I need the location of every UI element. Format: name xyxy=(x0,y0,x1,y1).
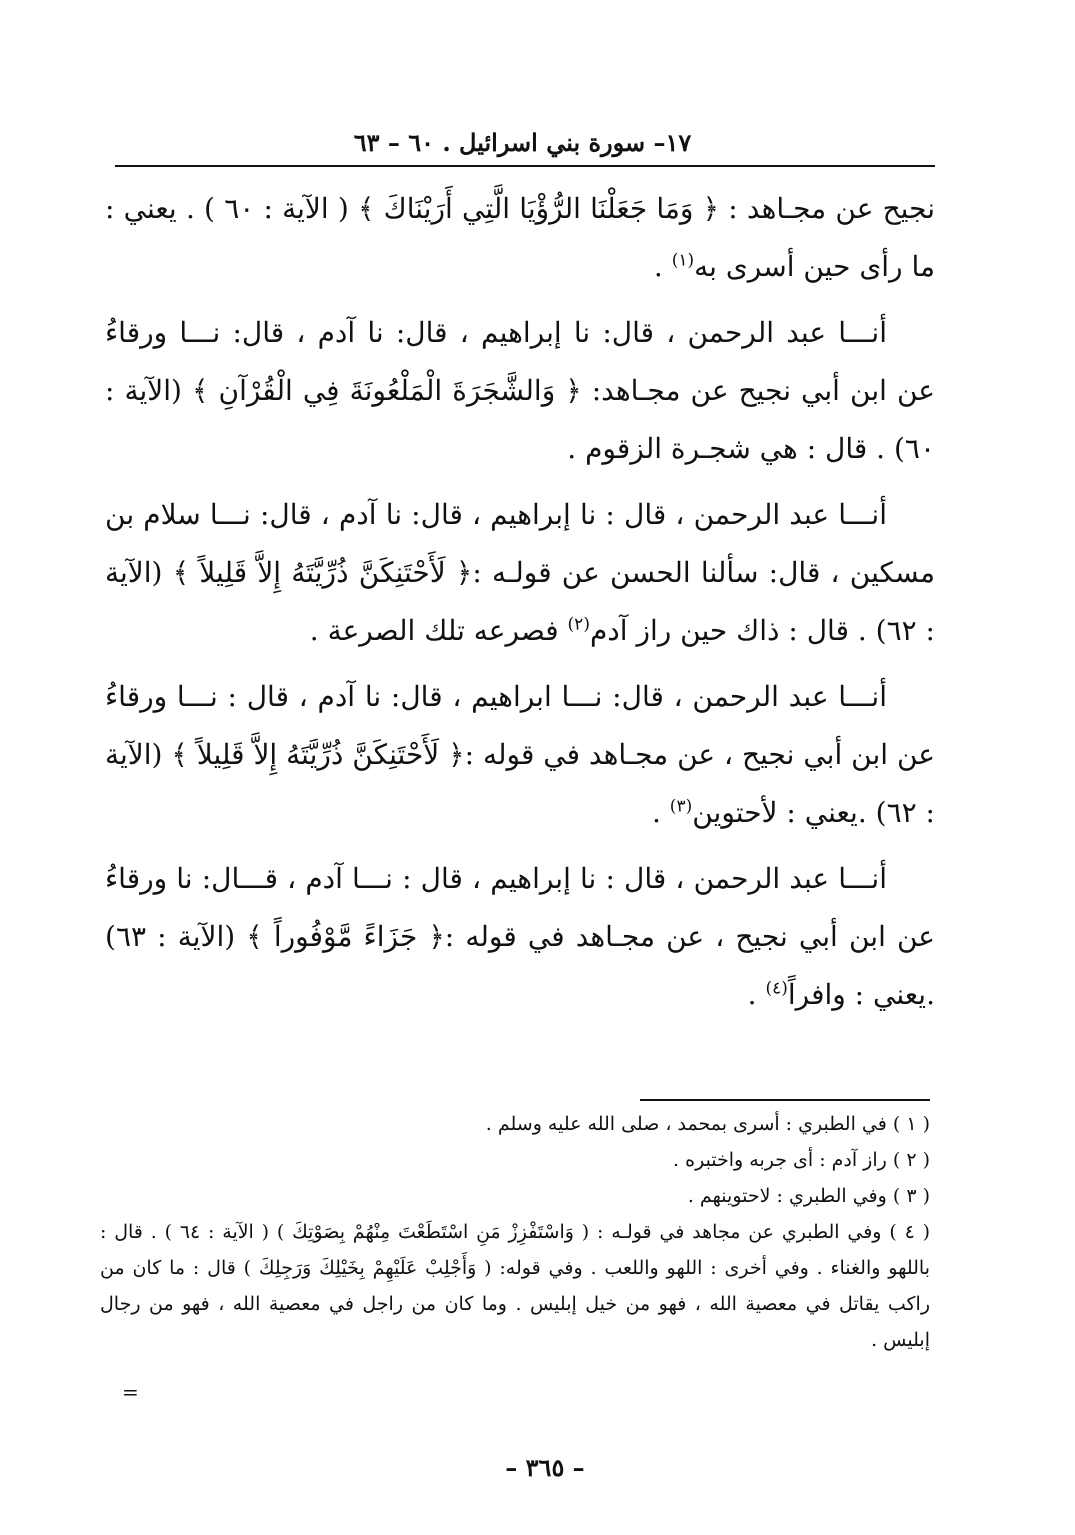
footnote xyxy=(100,1178,930,1214)
footnote-reference: (١) xyxy=(671,250,695,271)
footnote-continuation-mark: = xyxy=(122,1380,139,1404)
footnote-reference: (٢) xyxy=(567,614,590,635)
paragraph-text: أنـــا عبد الرحمن ، قال : نا إبراهيم ، قال: نا آدم ، قال: نـــا سلام بن مسكين ، قال: سألنا الحسن عن قولـه :﴿ لَأَحْتَنِكَنَّ ذُرِّيَّتَهُ إِلاَّ قَلِيلاً ﴾ (الآية : ٦٢) . قال : ذاك حين راز آدم xyxy=(105,498,935,647)
paragraph-tail: . xyxy=(651,796,670,829)
footnote xyxy=(100,1106,930,1142)
footnote-reference: (٣) xyxy=(669,796,693,817)
footnote-number: ( ١ ) xyxy=(892,1113,930,1135)
paragraph-text: أنـــا عبد الرحمن ، قال: نا إبراهيم ، قال: نا آدم ، قال: نـــا ورقاءُ عن ابن أبي نجيح عن مجـاهد: ﴿ وَالشَّجَرَةَ الْمَلْعُونَةَ فِي الْقُرْآنِ ﴾ (الآية : ٦٠) . قال : هي شجـرة الزقوم . xyxy=(105,316,935,465)
footnote-number: ( ٤ ) xyxy=(889,1221,931,1243)
paragraph-tail: . xyxy=(653,250,672,283)
page-number: – ٣٦٥ – xyxy=(505,1453,585,1482)
footnote-rule xyxy=(640,1099,930,1101)
running-header: ١٧– سورة بني اسرائيل . ٦٠ – ٦٣ xyxy=(353,128,692,157)
footnote-text: وفي الطبري : لاحتوينهم . xyxy=(687,1185,887,1207)
footnote-text: في الطبري : أسرى بمحمد ، صلى الله عليه وسلم . xyxy=(485,1113,887,1135)
paragraph xyxy=(105,304,935,478)
paragraph-text: أنـــا عبد الرحمن ، قال : نا إبراهيم ، قال : نـــا آدم ، قـــال: نا ورقاءُ عن ابن أبي نجيح ، عن مجـاهد في قوله :﴿ جَزَاءً مَّوْفُوراً ﴾ (الآية : ٦٣) .يعني : وافراً xyxy=(105,862,935,1011)
footnote-number: ( ٣ ) xyxy=(892,1185,930,1207)
header-rule xyxy=(115,165,935,167)
footnote-text: راز آدم : أى جربه واختبره . xyxy=(673,1149,887,1171)
footnotes xyxy=(100,1106,930,1358)
footnote xyxy=(100,1214,930,1358)
footnote-reference: (٤) xyxy=(765,978,788,999)
paragraph-text: أنـــا عبد الرحمن ، قال: نـــا ابراهيم ، قال: نا آدم ، قال : نـــا ورقاءُ عن ابن أبي نجيح ، عن مجـاهد في قوله :﴿ لَأَحْتَنِكَنَّ ذُرِّيَّتَهُ إِلاَّ قَلِيلاً ﴾ (الآية : ٦٢) .يعني : لأحتوين xyxy=(105,680,935,829)
footnote-text: وفي الطبري عن مجاهد في قولـه : ( وَاسْتَفْزِزْ مَنِ اسْتَطَعْتَ مِنْهُمْ بِصَوْتِكَ ) ( الآية : ٦٤ ) . قال : باللهو والغناء . وفي أخرى : اللهو واللعب . وفي قوله: ( وَأَجْلِبْ عَلَيْهِمْ بِخَيْلِكَ وَرَجِلِكَ ) قال : ما كان من راكب يقاتل في معصية الله ، فهو من خيل إبليس . وما كان من راجل في معصية الله ، فهو من رجال إبليس . xyxy=(100,1221,930,1351)
paragraph-tail: فصرعه تلك الصرعة . xyxy=(309,614,568,647)
main-text xyxy=(105,180,935,1032)
paragraph xyxy=(105,180,935,296)
paragraph-text: نجيح عن مجـاهد : ﴿ وَمَا جَعَلْنَا الرُّؤْيَا الَّتِي أَرَيْنَاكَ ﴾ ( الآية : ٦٠ ) . يعني : ما رأى حين أسرى به xyxy=(105,192,935,283)
footnote xyxy=(100,1142,930,1178)
paragraph xyxy=(105,668,935,842)
paragraph xyxy=(105,850,935,1024)
footnote-number: ( ٢ ) xyxy=(892,1149,930,1171)
paragraph-tail: . xyxy=(747,978,766,1011)
paragraph xyxy=(105,486,935,660)
